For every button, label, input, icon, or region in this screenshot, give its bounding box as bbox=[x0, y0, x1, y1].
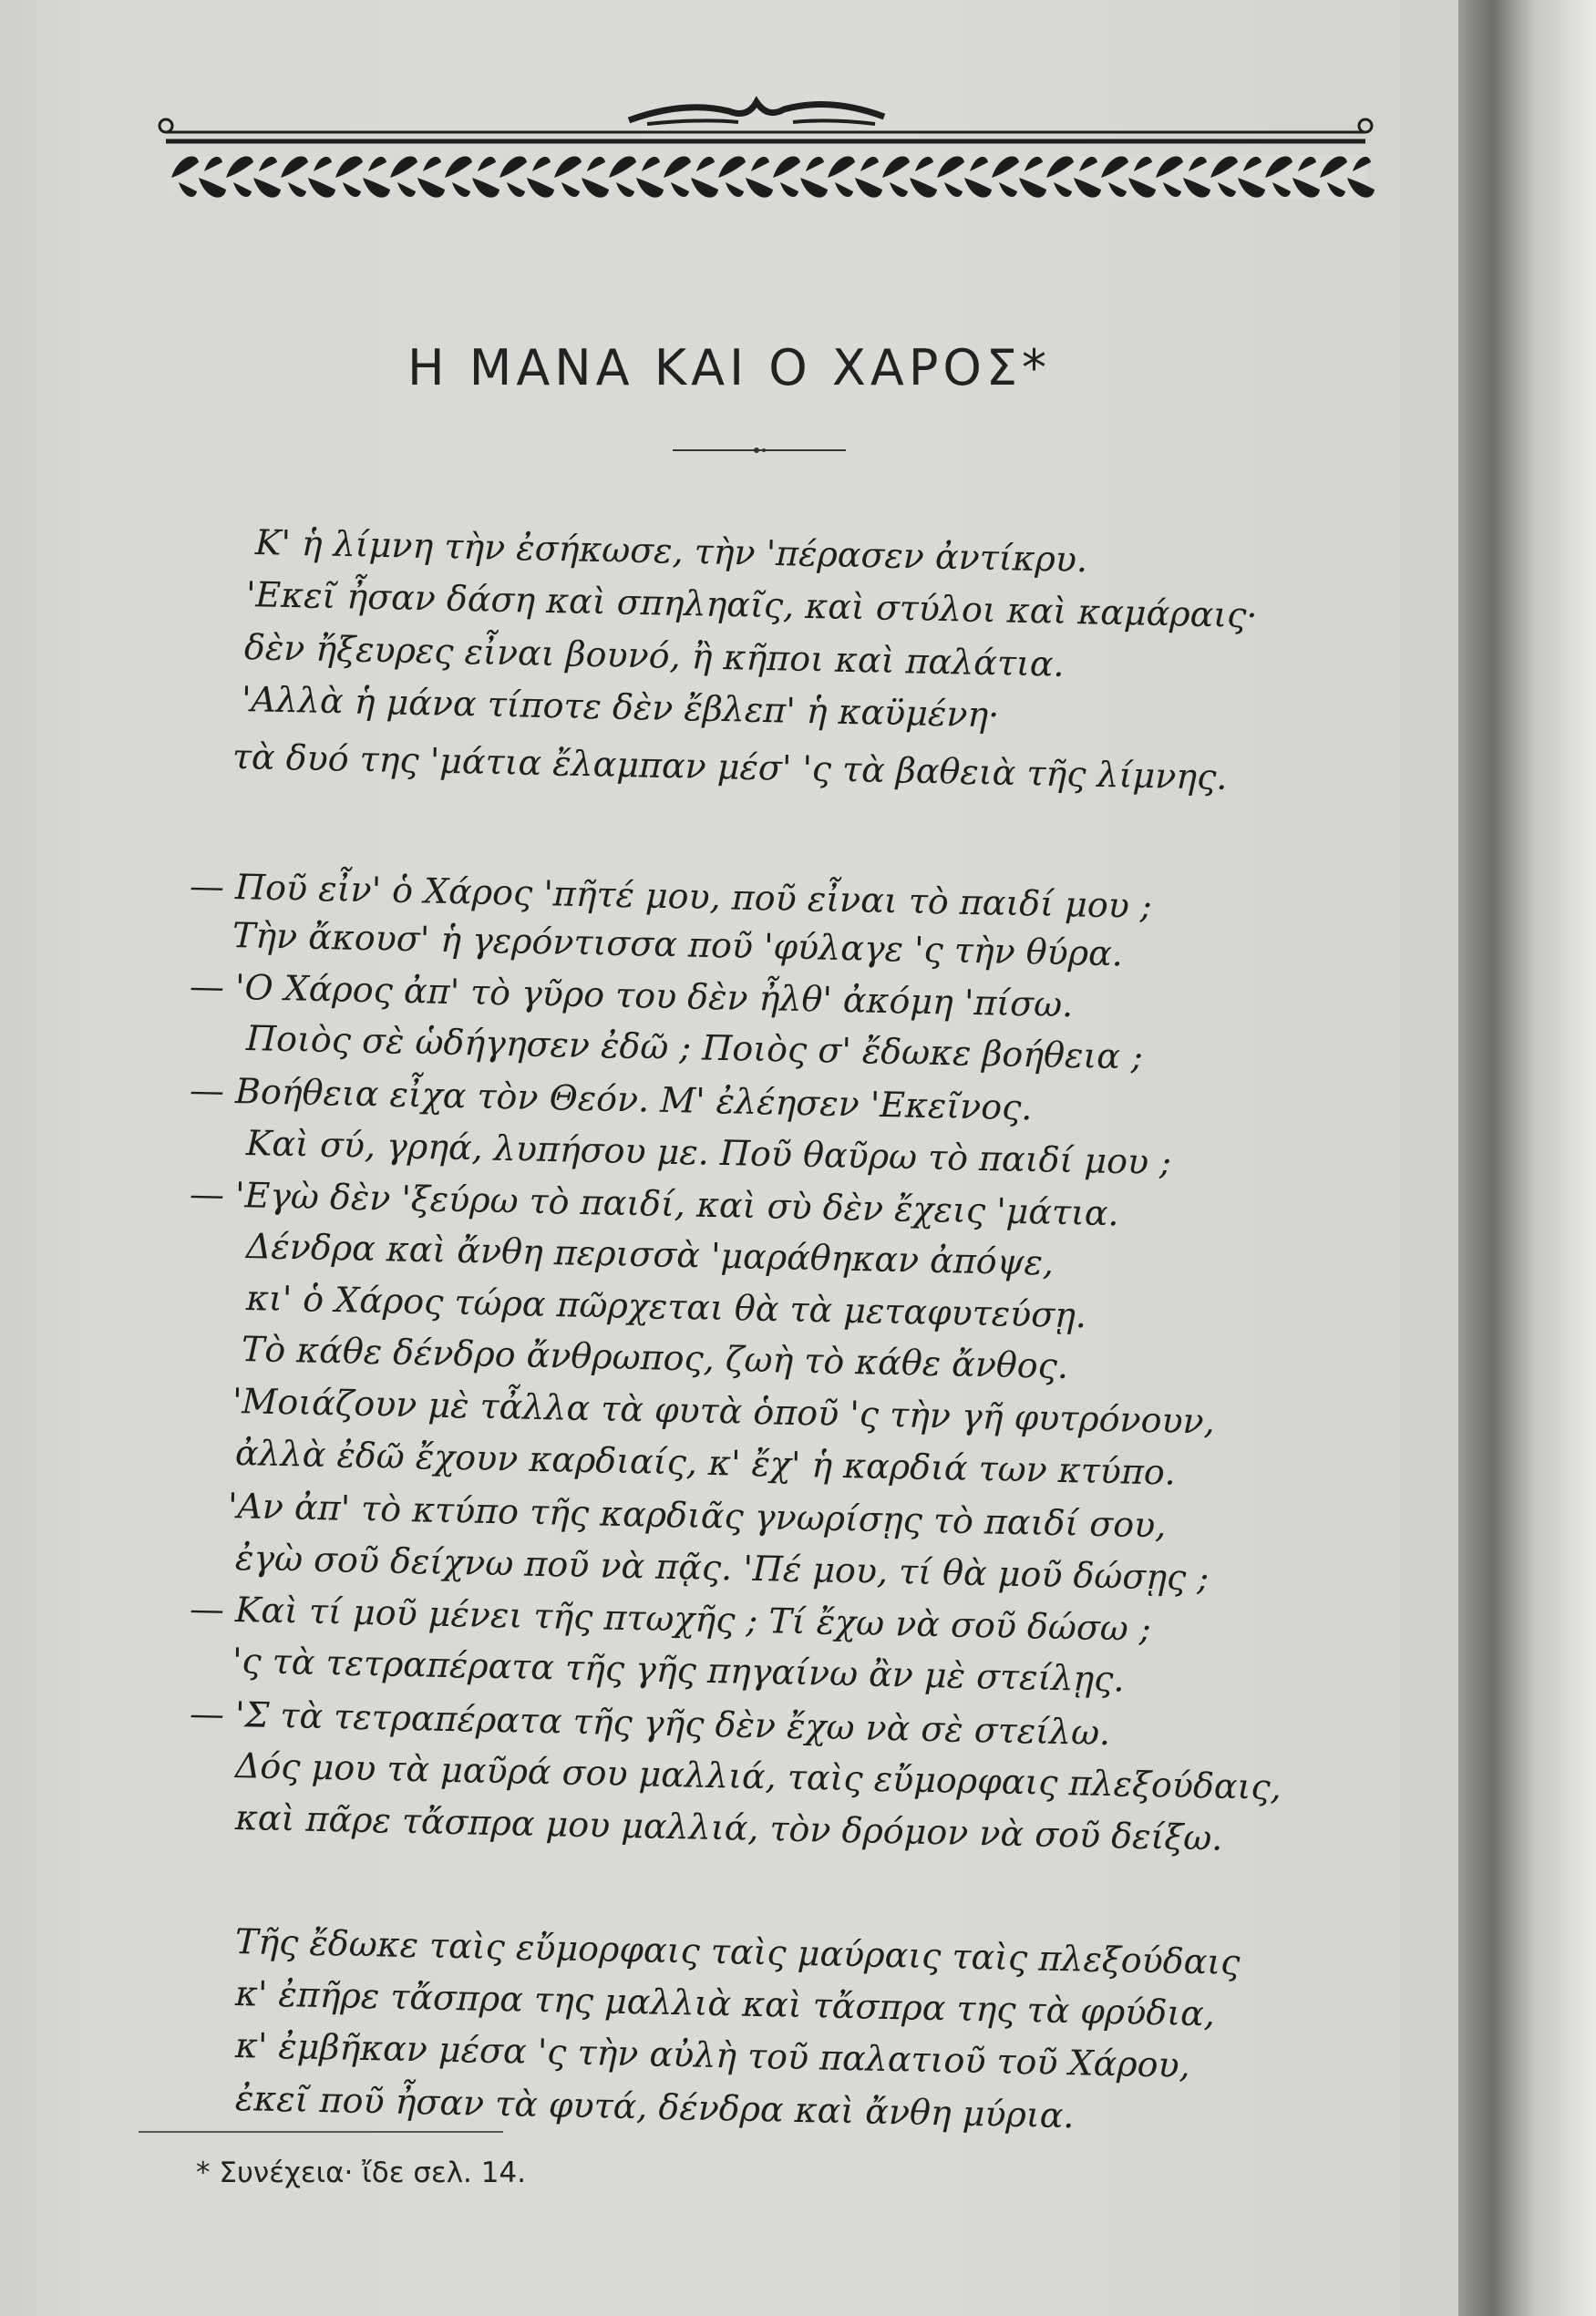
verse-line: καὶ πᾶρε τἄσπρα μου μαλλιά, τὸν δρόμον νὰ σοῦ δείξω. bbox=[234, 1797, 1223, 1858]
verse-line: ἐγὼ σοῦ δείχνω ποῦ νὰ πᾷς. 'Πέ μου, τί θὰ μοῦ δώσῃς ; bbox=[234, 1538, 1210, 1599]
poem-title: Η ΜΑΝΑ ΚΑΙ Ο ΧΑΡΟΣ* bbox=[407, 339, 1052, 396]
verse-line: Ποιὸς σὲ ὡδήγησεν ἐδῶ ; Ποιὸς σ' ἔδωκε βοήθεια ; bbox=[245, 1018, 1144, 1077]
footnote: * Συνέχεια· ἴδε σελ. 14. bbox=[196, 2156, 527, 2189]
verse-line: Δένδρα καὶ ἄνθη περισσὰ 'μαράθηκαν ἀπόψε, bbox=[245, 1226, 1055, 1283]
verse-line: Κ' ἡ λίμνη τὴν ἐσήκωσε, τὴν 'πέρασεν ἀντίκρυ. bbox=[254, 522, 1088, 581]
title-divider bbox=[673, 447, 846, 454]
verse-line: ἀλλὰ ἐδῶ ἔχουν καρδιαίς, κ' ἔχ' ἡ καρδιά των κτύπο. bbox=[234, 1433, 1177, 1493]
verse-line: — 'Σ τὰ τετραπέρατα τῆς γῆς δὲν ἔχω νὰ σὲ στείλω. bbox=[189, 1693, 1111, 1754]
verse-line: 'Μοιάζουν μὲ τἆλλα τὰ φυτὰ ὁποῦ 'ς τὴν γῆ φυτρόνουν, bbox=[232, 1381, 1216, 1442]
verse-line: — 'Ο Χάρος ἀπ' τὸ γῦρο του δὲν ἦλθ' ἀκόμη 'πίσω. bbox=[189, 966, 1074, 1025]
verse-line: 'ς τὰ τετραπέρατα τῆς γῆς πηγαίνω ἂν μὲ στείλῃς. bbox=[232, 1641, 1126, 1700]
decorative-header-ornament bbox=[155, 91, 1376, 210]
footnote-divider bbox=[139, 2131, 503, 2133]
verse-line: Τὴν ἄκουσ' ἡ γερόντισσα ποῦ 'φύλαγε 'ς τὴν θύρα. bbox=[232, 915, 1124, 974]
verse-line: κ' ἐπῆρε τἄσπρα της μαλλιὰ καὶ τἄσπρα της τὰ φρύδια, bbox=[234, 1973, 1216, 2034]
verse-line: — Βοήθεια εἶχα τὸν Θεόν. Μ' ἐλέησεν 'Εκεῖνος. bbox=[189, 1070, 1033, 1128]
verse-line: 'Αλλὰ ἡ μάνα τίποτε δὲν ἔβλεπ' ἡ καϋμένη· bbox=[241, 679, 1000, 736]
verse-line: 'Εκεῖ ἦσαν δάση καὶ σπηληαῖς, καὶ στύλοι καὶ καμάραις· bbox=[245, 574, 1258, 636]
verse-line: δὲν ἤξευρες εἶναι βουνό, ἢ κῆποι καὶ παλάτια. bbox=[243, 627, 1066, 685]
verse-line: — 'Εγὼ δὲν 'ξεύρω τὸ παιδί, καὶ σὺ δὲν ἔχεις 'μάτια. bbox=[189, 1174, 1120, 1234]
verse-line: 'Αν ἀπ' τὸ κτύπο τῆς καρδιᾶς γνωρίσῃς τὸ παιδί σου, bbox=[227, 1486, 1167, 1546]
verse-line: — Καὶ τί μοῦ μένει τῆς πτωχῆς ; Τί ἔχω νὰ σοῦ δώσω ; bbox=[189, 1589, 1152, 1650]
verse-line: κ' ἐμβῆκαν μέσα 'ς τὴν αὐλὴ τοῦ παλατιοῦ τοῦ Χάρου, bbox=[234, 2025, 1191, 2085]
verse-line: Δός μου τὰ μαῦρά σου μαλλιά, ταὶς εὔμορφαις πλεξούδαις, bbox=[234, 1745, 1282, 1808]
verse-line: Τὸ κάθε δένδρο ἄνθρωπος, ζωὴ τὸ κάθε ἄνθος. bbox=[241, 1329, 1069, 1386]
verse-line: Τῆς ἔδωκε ταὶς εὔμορφαις ταὶς μαύραις ταὶς πλεξούδαις bbox=[234, 1921, 1241, 1983]
book-binding-shadow bbox=[1458, 0, 1596, 2316]
verse-line: κι' ὁ Χάρος τώρα πῶρχεται θὰ τὰ μεταφυτεύσῃ. bbox=[245, 1278, 1087, 1336]
verse-line: Καὶ σύ, γρηά, λυπήσου με. Ποῦ θαῦρω τὸ παιδί μου ; bbox=[245, 1123, 1172, 1183]
verse-line: ἐκεῖ ποῦ ἦσαν τὰ φυτά, δένδρα καὶ ἄνθη μύρια. bbox=[234, 2078, 1075, 2136]
verse-line: — Ποῦ εἶν' ὁ Χάρος 'πῆτέ μου, ποῦ εἶναι τὸ παιδί μου ; bbox=[189, 866, 1153, 927]
verse-line: τὰ δυό της 'μάτια ἔλαμπαν μέσ' 'ς τὰ βαθειὰ τῆς λίμνης. bbox=[232, 736, 1228, 798]
